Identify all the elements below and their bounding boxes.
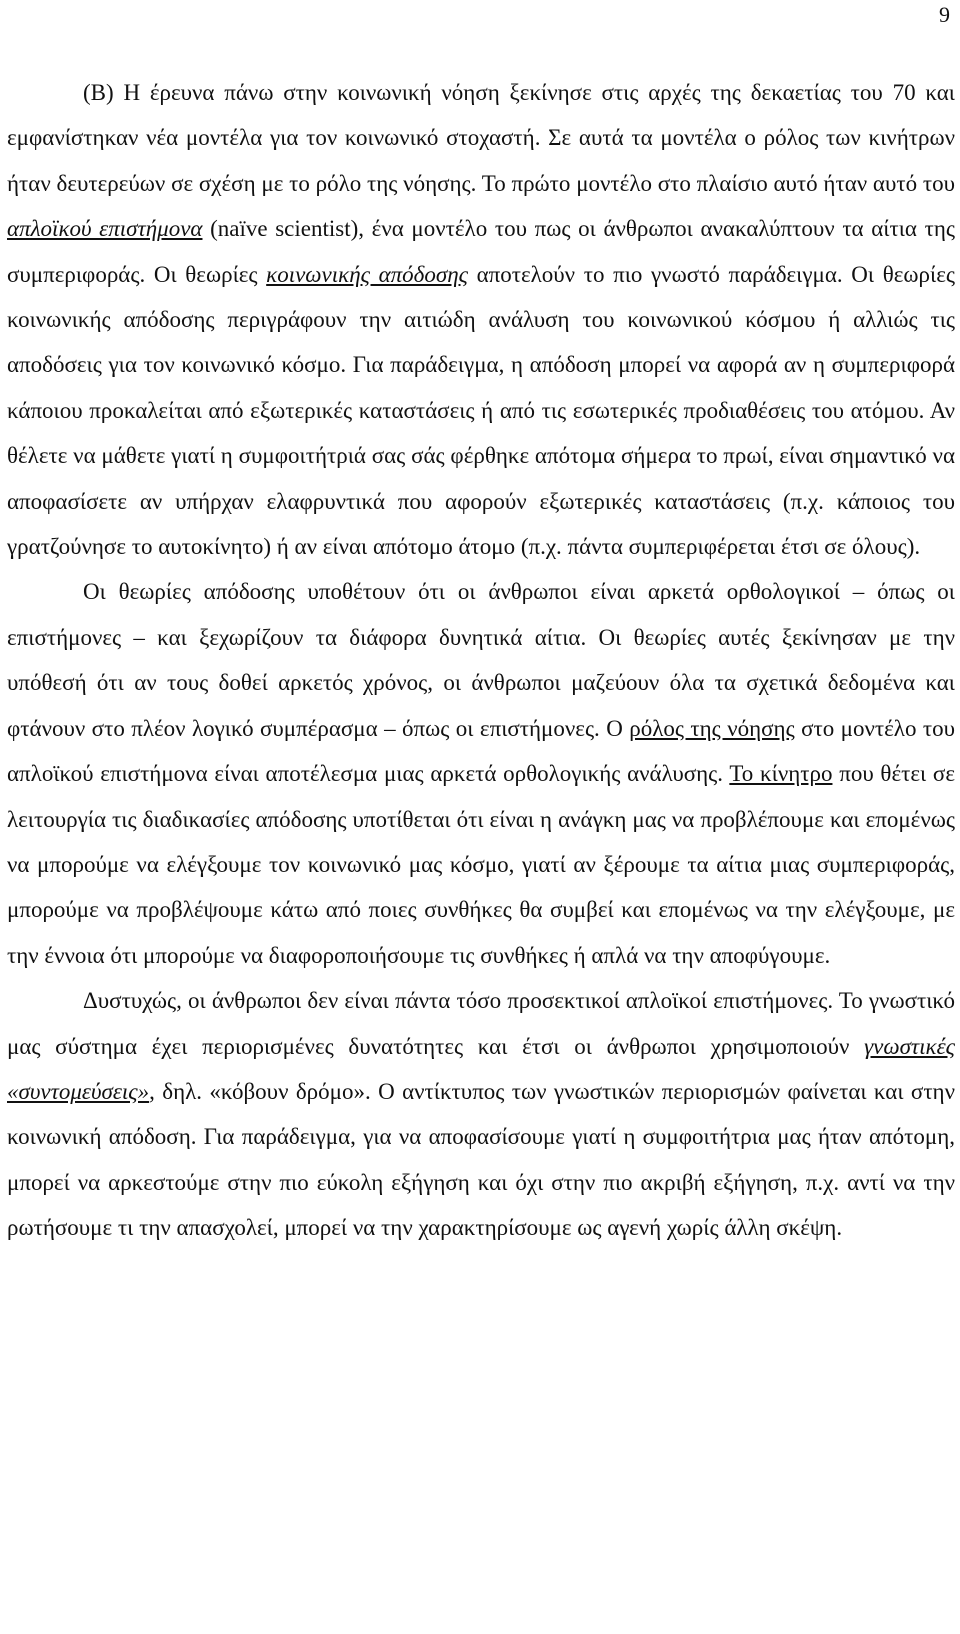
paragraph [7, 70, 955, 569]
term-role-of-cognition: ρόλος της νόησης [629, 715, 795, 741]
term-cognitive-shortcuts: γνωστικές «συντομεύσεις» [7, 1033, 955, 1104]
paragraph-text: , δηλ. «κόβουν δρόμο». Ο αντίκτυπος των γνωστικών περιορισμών φαίνεται και στην κοινωνική απόδοση. Για παράδειγμα, για να αποφασίσουμε γιατί η συμφοιτήτρια μας ήταν απότομη, μπορεί να αρκεστούμε στην πιο εύκολη εξήγηση και όχι στην πιο ακριβή εξήγηση, π.χ. αντί να την ρωτήσουμε τι την απασχολεί, μπορεί να την χαρακτηρίσουμε ως αγενή χωρίς άλλη σκέψη. [7, 1078, 955, 1241]
paragraph-text: που θέτει σε λειτουργία τις διαδικασίες απόδοσης υποτίθεται ότι είναι η ανάγκη μας να προβλέπουμε και επομένως να μπορούμε να ελέγξουμε τον κοινωνικό μας κόσμο, γιατί αν ξέρουμε τα αίτια μιας συμπεριφοράς, μπορούμε να προβλέψουμε κάτω από ποιες συνθήκες θα συμβεί και επομένως να την ελέγξουμε, με την έννοια ότι μπορούμε να διαφοροποιήσουμε τις συνθήκες ή απλά να την αποφύγουμε. [7, 761, 955, 968]
term-motive: Το κίνητρο [729, 761, 833, 787]
page-number: 9 [939, 2, 950, 27]
paragraph [7, 978, 955, 1250]
paragraph-text: (naïve scientist), ένα μοντέλο του πως οι άνθρωποι ανακαλύπτουν τα αίτια της συμπεριφοράς. Οι θεωρίες [7, 216, 955, 287]
paragraph-text: Δυστυχώς, οι άνθρωποι δεν είναι πάντα τόσο προσεκτικοί απλοϊκοί επιστήμονες. Το γνωστικό μας σύστημα έχει περιορισμένες δυνατότητες και έτσι οι άνθρωποι χρησιμοποιούν [7, 988, 955, 1059]
paragraph-text: στο μοντέλο του απλοϊκού επιστήμονα είναι αποτέλεσμα μιας αρκετά ορθολογικής ανάλυσης. [7, 715, 955, 787]
paragraph-text: Οι θεωρίες απόδοσης υποθέτουν ότι οι άνθρωποι είναι αρκετά ορθολογικοί – όπως οι επιστήμονες – και ξεχωρίζουν τα διάφορα δυνητικά αίτια. Οι θεωρίες αυτές ξεκίνησαν με την υπόθεσή ότι αν τους δοθεί αρκετός χρόνος, οι άνθρωποι μαζεύουν όλα τα σχετικά δεδομένα και φτάνουν στο πλέον λογικό συμπέρασμα – όπως οι επιστήμονες. Ο [7, 579, 955, 741]
term-naive-scientist: απλοϊκού επιστήμονα [7, 216, 203, 242]
document-body [7, 70, 955, 1251]
paragraph [7, 569, 955, 978]
term-social-attribution: κοινωνικής απόδοσης [266, 261, 468, 287]
paragraph-text: (B) Η έρευνα πάνω στην κοινωνική νόηση ξεκίνησε στις αρχές της δεκαετίας του 70 και εμφανίστηκαν νέα μοντέλα για τον κοινωνικό στοχαστή. Σε αυτά τα μοντέλα ο ρόλος των κινήτρων ήταν δευτερεύων σε σχέση με το ρόλο της νόησης. Το πρώτο μοντέλο στο πλαίσιο αυτό ήταν αυτό του [7, 80, 955, 196]
paragraph-text: αποτελούν το πιο γνωστό παράδειγμα. Οι θεωρίες κοινωνικής απόδοσης περιγράφουν την αιτιώδη ανάλυση του κοινωνικού κόσμου ή αλλιώς τις αποδόσεις για τον κοινωνικό κόσμο. Για παράδειγμα, η απόδοση μπορεί να αφορά αν η συμπεριφορά κάποιου προκαλείται από εξωτερικές καταστάσεις ή από τις εσωτερικές προδιαθέσεις του ατόμου. Αν θέλετε να μάθετε γιατί η συμφοιτήτριά σας σάς φέρθηκε απότομα σήμερα το πρωί, είναι σημαντικό να αποφασίσετε αν υπήρχαν ελαφρυντικά που αφορούν εξωτερικές καταστάσεις (π.χ. κάποιος του γρατζούνησε το αυτοκίνητο) ή αν είναι απότομο άτομο (π.χ. πάντα συμπεριφέρεται έτσι σε όλους). [7, 261, 955, 560]
